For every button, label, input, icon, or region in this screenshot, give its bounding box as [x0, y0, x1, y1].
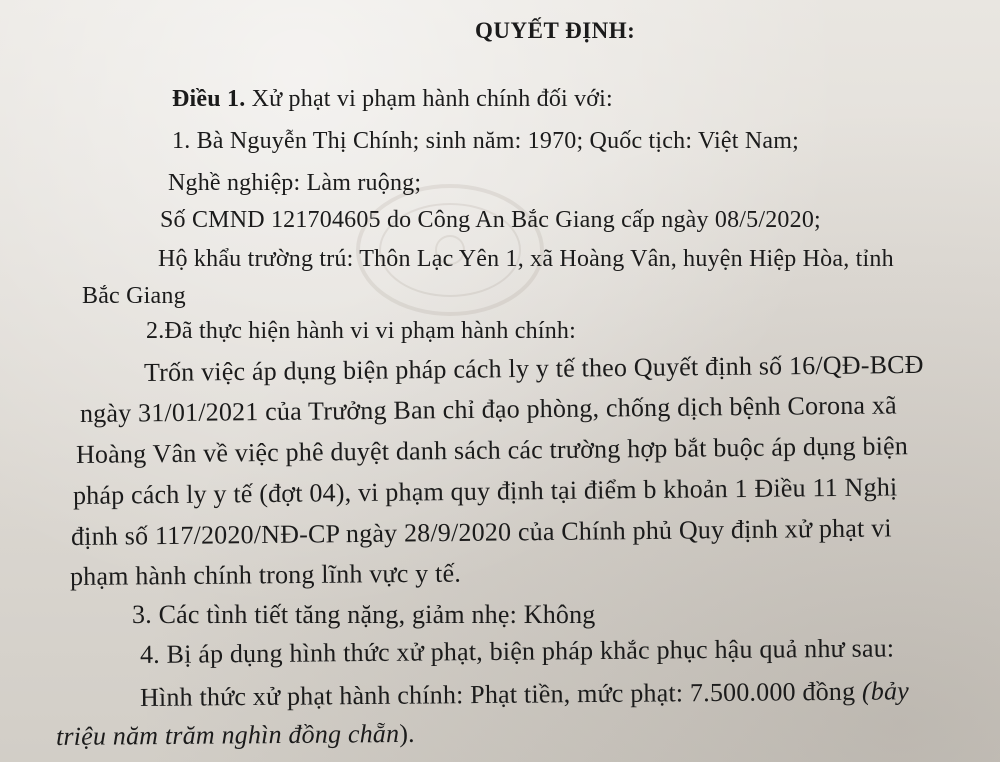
residence-line-2: Bắc Giang — [82, 283, 186, 309]
violation-line-1: Trốn việc áp dụng biện pháp cách ly y tế theo Quyết định số 16/QĐ-BCĐ — [143, 349, 924, 387]
item-3-line: 3. Các tình tiết tăng nặng, giảm nhẹ: Không — [132, 600, 596, 629]
penalty-amount-words-start: (bảy — [861, 676, 910, 706]
occupation-line: Nghề nghiệp: Làm ruộng; — [168, 170, 422, 196]
residence-line-1: Hộ khẩu trường trú: Thôn Lạc Yên 1, xã Hoàng Vân, huyện Hiệp Hòa, tỉnh — [158, 246, 894, 272]
violation-line-3: Hoàng Vân về việc phê duyệt danh sách các trường hợp bắt buộc áp dụng biện — [75, 431, 909, 469]
item-2-heading: 2.Đã thực hiện hành vi vi phạm hành chính: — [146, 318, 576, 344]
item-4-heading: 4. Bị áp dụng hình thức xử phạt, biện pháp khắc phục hậu quả như sau: — [139, 633, 895, 669]
item-1-person: 1. Bà Nguyễn Thị Chính; sinh năm: 1970; Quốc tịch: Việt Nam; — [172, 128, 799, 154]
violation-line-4: pháp cách ly y tế (đợt 04), vi phạm quy định tại điểm b khoản 1 Điều 11 Nghị — [72, 472, 898, 510]
violation-line-6: phạm hành chính trong lĩnh vực y tế. — [69, 558, 462, 591]
violation-line-2: ngày 31/01/2021 của Trưởng Ban chỉ đạo phòng, chống dịch bệnh Corona xã — [79, 390, 897, 428]
article-1-label: Điều 1. — [172, 86, 246, 112]
penalty-amount-words-end: triệu năm trăm nghìn đồng chẵn — [55, 719, 400, 751]
penalty-line-2 — [56, 719, 415, 752]
violation-line-5: định số 117/2020/NĐ-CP ngày 28/9/2020 của Chính phủ Quy định xử phạt vi — [70, 513, 892, 551]
penalty-line-2-end: ). — [399, 718, 415, 749]
penalty-line-1 — [140, 676, 909, 713]
article-1-text: Xử phạt vi phạm hành chính đối với: — [245, 86, 613, 112]
article-1-heading — [172, 86, 613, 113]
id-card-line: Số CMND 121704605 do Công An Bắc Giang cấp ngày 08/5/2020; — [160, 207, 821, 233]
penalty-text: Hình thức xử phạt hành chính: Phạt tiền, mức phạt: 7.500.000 đồng — [139, 676, 863, 712]
page-title: QUYẾT ĐỊNH: — [475, 18, 636, 43]
